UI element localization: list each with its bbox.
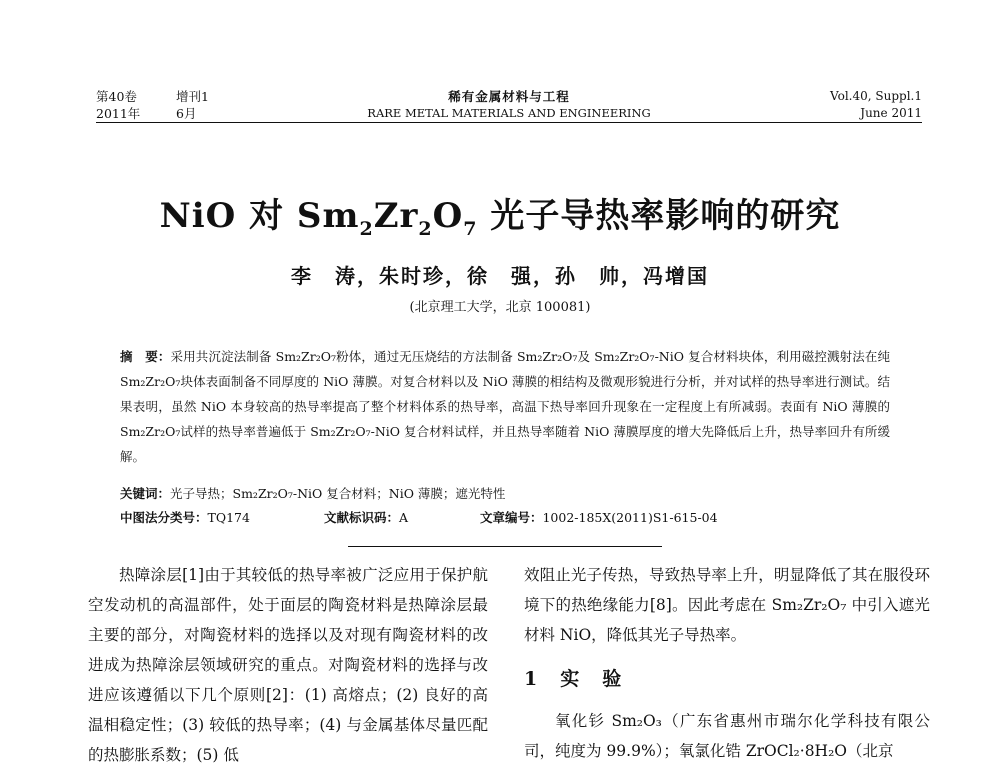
article-no-label: 文章编号： <box>479 510 543 525</box>
classification-line <box>120 508 890 526</box>
article-no-value: 1002-185X(2011)S1-615-04 <box>542 510 718 525</box>
running-header <box>96 88 922 123</box>
abstract-label: 摘 要： <box>120 349 171 364</box>
keywords-label: 关键词： <box>120 486 171 501</box>
author-list: 李 涛，朱时珍，徐 强，孙 帅，冯增国 <box>291 264 709 288</box>
body-column-left <box>88 560 488 770</box>
clc-value: TQ174 <box>207 510 250 525</box>
section-divider <box>348 546 662 547</box>
body-column-right <box>524 560 930 766</box>
volume-cn: 第40卷 <box>96 89 137 104</box>
experiment-paragraph: 氧化钐 Sm₂O₃（广东省惠州市瑞尔化学科技有限公司，纯度为 99.9%）；氧氯化锆 ZrOCl₂·8H₂O（北京 <box>524 712 930 760</box>
section-heading-experiment: 1 实 验 <box>524 668 624 690</box>
affiliation: (北京理工大学，北京 100081) <box>409 300 591 315</box>
doc-code-value: A <box>399 510 409 525</box>
year-cn: 2011年 <box>96 106 141 121</box>
journal-title-cn: 稀有金属材料与工程 <box>448 89 570 104</box>
supplement-cn: 增刊1 <box>176 89 209 104</box>
volume-en: Vol.40, Suppl.1 <box>830 89 922 103</box>
abstract <box>120 344 890 469</box>
intro-paragraph: 热障涂层[1]由于其较低的热导率被广泛应用于保护航空发动机的高温部件，处于面层的陶瓷材料是热障涂层最主要的部分，对陶瓷材料的选择以及对现有陶瓷材料的改进成为热障涂层领域研究的重点。对陶瓷材料的选择与改进应该遵循以下几个原则[2]：(1) 高熔点；(2) 良好的高温相稳定性；(3) 较低的热导率；(4) 与金属基体尽量匹配的热膨胀系数；(5) 低 <box>88 566 488 764</box>
journal-title-en: RARE METAL MATERIALS AND ENGINEERING <box>367 106 651 120</box>
keywords-text: 光子导热；Sm₂Zr₂O₇-NiO 复合材料；NiO 薄膜；遮光特性 <box>170 486 506 501</box>
abstract-text: 采用共沉淀法制备 Sm₂Zr₂O₇粉体，通过无压烧结的方法制备 Sm₂Zr₂O₇及 Sm₂Zr₂O₇-NiO 复合材料块体，利用磁控溅射法在纯 Sm₂Zr₂O₇块体表面制备不同厚度的 NiO 薄膜。对复合材料以及 NiO 薄膜的相结构及微观形貌进行分析，并对试样的热导率进行测试。结果表明，虽然 NiO 本身较高的热导率提高了整个材料体系的热导率，高温下热导率回升现象在一定程度上有所减弱。表面有 NiO 薄膜的 Sm₂Zr₂O₇试样的热导率普遍低于 Sm₂Zr₂O₇-NiO 复合材料试样，并且热导率随着 NiO 薄膜厚度的增大先降低后上升，热导率回升有所缓解。 <box>120 349 890 464</box>
keywords <box>120 484 890 502</box>
intro-paragraph-continued: 效阻止光子传热，导致热导率上升，明显降低了其在服役环境下的热绝缘能力[8]。因此考虑在 Sm₂Zr₂O₇ 中引入遮光材料 NiO，降低其光子导热率。 <box>524 566 930 644</box>
paper-title: NiO 对 $Sm_2Zr_2O_7$ 光子导热率影响的研究 <box>159 196 841 240</box>
month-cn: 6月 <box>176 106 197 121</box>
date-en: June 2011 <box>860 106 922 120</box>
doc-code-label: 文献标识码： <box>323 510 399 525</box>
clc-label: 中图法分类号： <box>120 510 208 525</box>
